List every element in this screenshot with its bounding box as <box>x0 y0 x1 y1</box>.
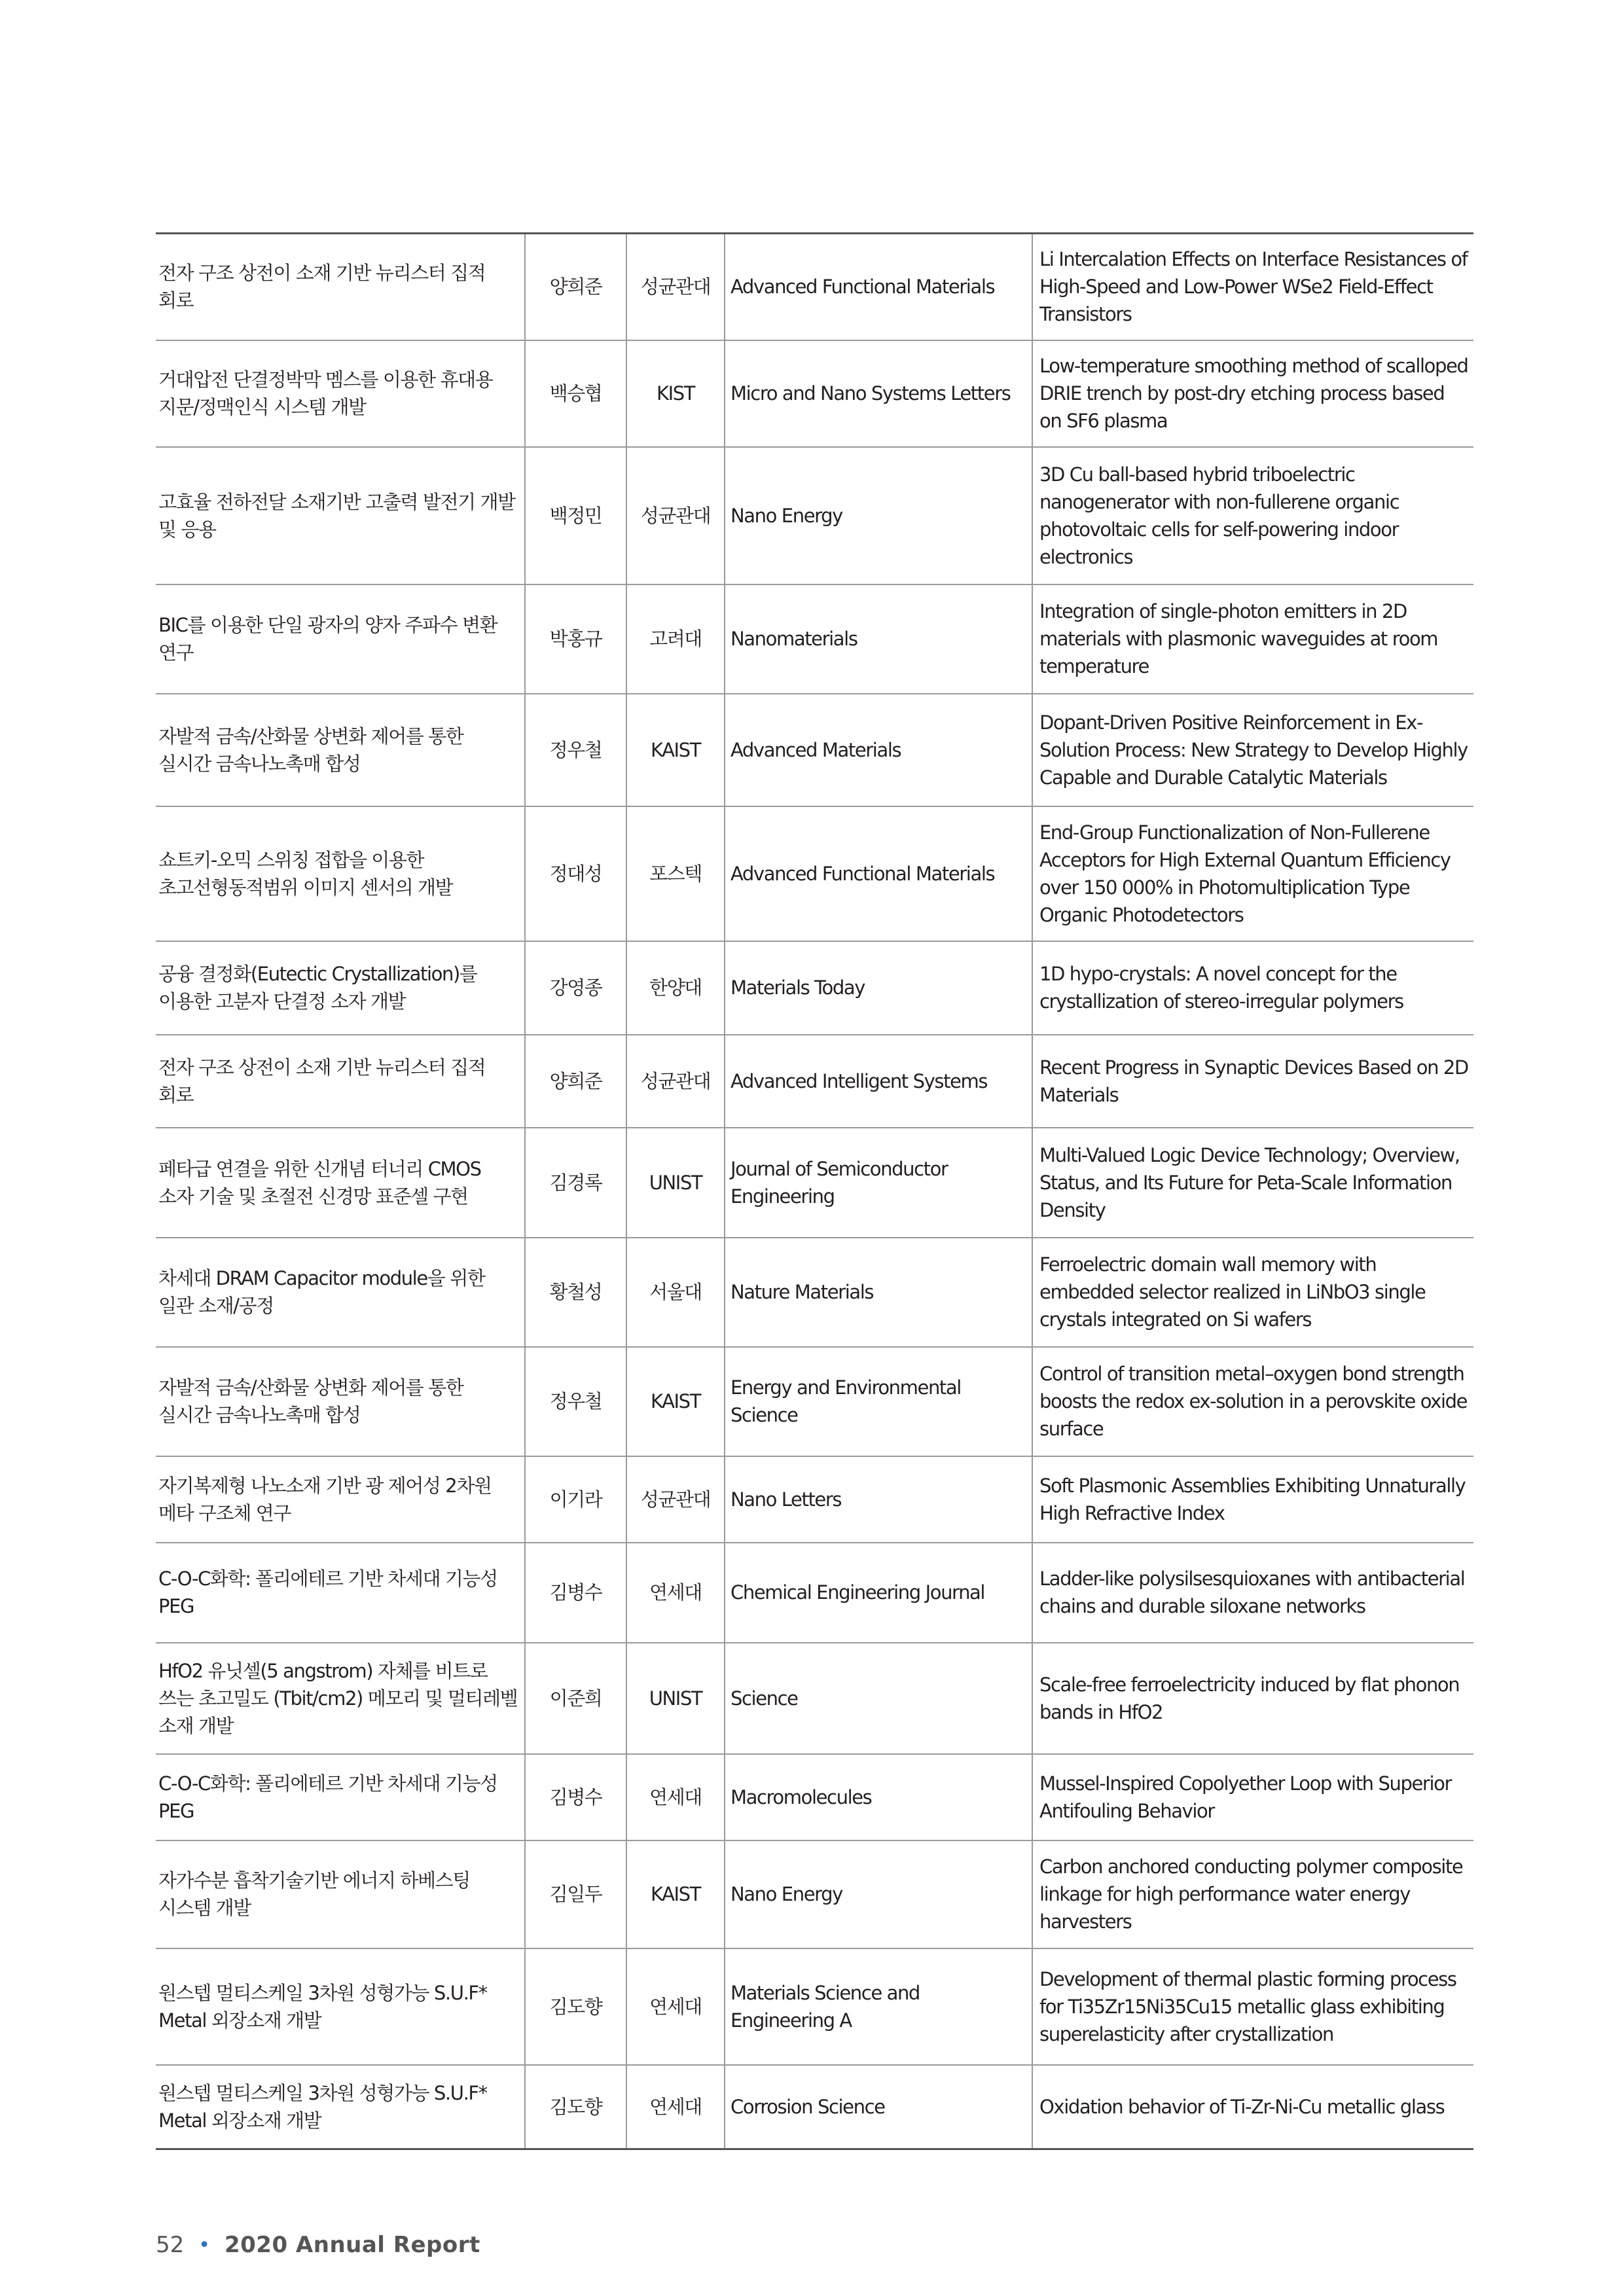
table-row <box>156 941 1473 1035</box>
paper-title-cell: Li Intercalation Effects on Interface Resistances of High-Speed and Low-Power WSe2 Field-Effect Transistors <box>1032 234 1473 340</box>
paper-title-cell: Development of thermal plastic forming process for Ti35Zr15Ni35Cu15 metallic glass exhibiting superelasticity after crystallization <box>1032 1948 1473 2065</box>
project-cell: 원스텝 멀티스케일 3차원 성형가능 S.U.F* Metal 외장소재 개발 <box>156 2065 525 2149</box>
table-row <box>156 1948 1473 2065</box>
paper-title-cell: Carbon anchored conducting polymer composite linkage for high performance water energy harvesters <box>1032 1840 1473 1948</box>
researcher-cell: 정대성 <box>525 806 626 941</box>
paper-title-cell: Recent Progress in Synaptic Devices Based on 2D Materials <box>1032 1035 1473 1128</box>
paper-title-cell: Integration of single-photon emitters in 2D materials with plasmonic waveguides at room temperature <box>1032 584 1473 694</box>
report-title: 2020 Annual Report <box>224 2232 480 2258</box>
paper-title-cell: Ladder-like polysilsesquioxanes with antibacterial chains and durable siloxane networks <box>1032 1543 1473 1643</box>
researcher-cell: 백정민 <box>525 447 626 584</box>
project-cell: 공융 결정화(Eutectic Crystallization)를 이용한 고분자 단결정 소자 개발 <box>156 941 525 1035</box>
journal-cell: Nanomaterials <box>725 584 1032 694</box>
table-row <box>156 694 1473 806</box>
journal-cell: Journal of Semiconductor Engineering <box>725 1128 1032 1238</box>
university-cell: KAIST <box>626 1347 725 1456</box>
project-cell: HfO2 유닛셀(5 angstrom) 자체를 비트로 쓰는 초고밀도 (Tbit/cm2) 메모리 및 멀티레벨 소재 개발 <box>156 1643 525 1754</box>
table-row <box>156 806 1473 941</box>
researcher-cell: 강영종 <box>525 941 626 1035</box>
publication-table-body <box>156 234 1473 2149</box>
researcher-cell: 양희준 <box>525 234 626 340</box>
researcher-cell: 이기라 <box>525 1456 626 1543</box>
researcher-cell: 김일두 <box>525 1840 626 1948</box>
paper-title-cell: Soft Plasmonic Assemblies Exhibiting Unnaturally High Refractive Index <box>1032 1456 1473 1543</box>
table-row <box>156 1238 1473 1347</box>
project-cell: BIC를 이용한 단일 광자의 양자 주파수 변환 연구 <box>156 584 525 694</box>
paper-title-cell: 3D Cu ball-based hybrid triboelectric nanogenerator with non-fullerene organic photovoltaic cells for self-powering indoor electronics <box>1032 447 1473 584</box>
paper-title-cell: Ferroelectric domain wall memory with embedded selector realized in LiNbO3 single crystals integrated on Si wafers <box>1032 1238 1473 1347</box>
journal-cell: Micro and Nano Systems Letters <box>725 340 1032 447</box>
journal-cell: Energy and Environmental Science <box>725 1347 1032 1456</box>
page-footer <box>156 2232 480 2258</box>
project-cell: 쇼트키-오믹 스위칭 접합을 이용한 초고선형동적범위 이미지 센서의 개발 <box>156 806 525 941</box>
researcher-cell: 김병수 <box>525 1543 626 1643</box>
project-cell: 고효율 전하전달 소재기반 고출력 발전기 개발 및 응용 <box>156 447 525 584</box>
publication-table <box>156 232 1473 2150</box>
researcher-cell: 정우철 <box>525 694 626 806</box>
paper-title-cell: 1D hypo-crystals: A novel concept for the crystallization of stereo-irregular polymers <box>1032 941 1473 1035</box>
university-cell: KIST <box>626 340 725 447</box>
table-row <box>156 1643 1473 1754</box>
journal-cell: Chemical Engineering Journal <box>725 1543 1032 1643</box>
paper-title-cell: Multi-Valued Logic Device Technology; Overview, Status, and Its Future for Peta-Scale Information Density <box>1032 1128 1473 1238</box>
project-cell: 원스텝 멀티스케일 3차원 성형가능 S.U.F* Metal 외장소재 개발 <box>156 1948 525 2065</box>
journal-cell: Advanced Functional Materials <box>725 806 1032 941</box>
journal-cell: Nano Energy <box>725 1840 1032 1948</box>
researcher-cell: 양희준 <box>525 1035 626 1128</box>
paper-title-cell: End-Group Functionalization of Non-Fullerene Acceptors for High External Quantum Efficiency over 150 000% in Photomultiplication Type Organic Photodetectors <box>1032 806 1473 941</box>
project-cell: 페타급 연결을 위한 신개념 터너리 CMOS 소자 기술 및 초절전 신경망 표준셀 구현 <box>156 1128 525 1238</box>
journal-cell: Advanced Materials <box>725 694 1032 806</box>
university-cell: 서울대 <box>626 1238 725 1347</box>
journal-cell: Science <box>725 1643 1032 1754</box>
journal-cell: Advanced Functional Materials <box>725 234 1032 340</box>
university-cell: 성균관대 <box>626 234 725 340</box>
table-row <box>156 234 1473 340</box>
table-row <box>156 1840 1473 1948</box>
table-row <box>156 584 1473 694</box>
researcher-cell: 박홍규 <box>525 584 626 694</box>
footer-bullet: • <box>198 2233 210 2257</box>
project-cell: 자기복제형 나노소재 기반 광 제어성 2차원 메타 구조체 연구 <box>156 1456 525 1543</box>
university-cell: 한양대 <box>626 941 725 1035</box>
publication-table-container <box>156 232 1473 2150</box>
university-cell: KAIST <box>626 694 725 806</box>
table-row <box>156 447 1473 584</box>
university-cell: 성균관대 <box>626 1456 725 1543</box>
table-row <box>156 1754 1473 1840</box>
university-cell: 성균관대 <box>626 447 725 584</box>
university-cell: 성균관대 <box>626 1035 725 1128</box>
paper-title-cell: Control of transition metal–oxygen bond strength boosts the redox ex-solution in a perovskite oxide surface <box>1032 1347 1473 1456</box>
project-cell: C-O-C화학: 폴리에테르 기반 차세대 기능성 PEG <box>156 1754 525 1840</box>
paper-title-cell: Scale-free ferroelectricity induced by flat phonon bands in HfO2 <box>1032 1643 1473 1754</box>
researcher-cell: 정우철 <box>525 1347 626 1456</box>
researcher-cell: 김도향 <box>525 1948 626 2065</box>
university-cell: 연세대 <box>626 1948 725 2065</box>
journal-cell: Materials Today <box>725 941 1032 1035</box>
researcher-cell: 김경록 <box>525 1128 626 1238</box>
paper-title-cell: Oxidation behavior of Ti-Zr-Ni-Cu metallic glass <box>1032 2065 1473 2149</box>
journal-cell: Nature Materials <box>725 1238 1032 1347</box>
journal-cell: Materials Science and Engineering A <box>725 1948 1032 2065</box>
university-cell: UNIST <box>626 1643 725 1754</box>
journal-cell: Corrosion Science <box>725 2065 1032 2149</box>
university-cell: 고려대 <box>626 584 725 694</box>
paper-title-cell: Mussel-Inspired Copolyether Loop with Superior Antifouling Behavior <box>1032 1754 1473 1840</box>
table-row <box>156 2065 1473 2149</box>
project-cell: 전자 구조 상전이 소재 기반 뉴리스터 집적 회로 <box>156 234 525 340</box>
journal-cell: Advanced Intelligent Systems <box>725 1035 1032 1128</box>
paper-title-cell: Low-temperature smoothing method of scalloped DRIE trench by post-dry etching process based on SF6 plasma <box>1032 340 1473 447</box>
table-row <box>156 1543 1473 1643</box>
table-row <box>156 340 1473 447</box>
table-row <box>156 1456 1473 1543</box>
project-cell: 자발적 금속/산화물 상변화 제어를 통한 실시간 금속나노촉매 합성 <box>156 694 525 806</box>
university-cell: KAIST <box>626 1840 725 1948</box>
researcher-cell: 김병수 <box>525 1754 626 1840</box>
project-cell: 거대압전 단결정박막 멤스를 이용한 휴대용 지문/정맥인식 시스템 개발 <box>156 340 525 447</box>
project-cell: 자발적 금속/산화물 상변화 제어를 통한 실시간 금속나노촉매 합성 <box>156 1347 525 1456</box>
university-cell: UNIST <box>626 1128 725 1238</box>
researcher-cell: 이준희 <box>525 1643 626 1754</box>
university-cell: 연세대 <box>626 2065 725 2149</box>
paper-title-cell: Dopant-Driven Positive Reinforcement in Ex-Solution Process: New Strategy to Develop Highly Capable and Durable Catalytic Materials <box>1032 694 1473 806</box>
project-cell: 전자 구조 상전이 소재 기반 뉴리스터 집적 회로 <box>156 1035 525 1128</box>
table-row <box>156 1128 1473 1238</box>
researcher-cell: 황철성 <box>525 1238 626 1347</box>
university-cell: 연세대 <box>626 1754 725 1840</box>
researcher-cell: 김도향 <box>525 2065 626 2149</box>
project-cell: C-O-C화학: 폴리에테르 기반 차세대 기능성 PEG <box>156 1543 525 1643</box>
university-cell: 연세대 <box>626 1543 725 1643</box>
project-cell: 차세대 DRAM Capacitor module을 위한 일관 소재/공정 <box>156 1238 525 1347</box>
project-cell: 자가수분 흡착기술기반 에너지 하베스팅 시스템 개발 <box>156 1840 525 1948</box>
table-row <box>156 1035 1473 1128</box>
journal-cell: Nano Energy <box>725 447 1032 584</box>
researcher-cell: 백승협 <box>525 340 626 447</box>
table-row <box>156 1347 1473 1456</box>
page-number: 52 <box>156 2232 185 2258</box>
university-cell: 포스텍 <box>626 806 725 941</box>
journal-cell: Macromolecules <box>725 1754 1032 1840</box>
journal-cell: Nano Letters <box>725 1456 1032 1543</box>
